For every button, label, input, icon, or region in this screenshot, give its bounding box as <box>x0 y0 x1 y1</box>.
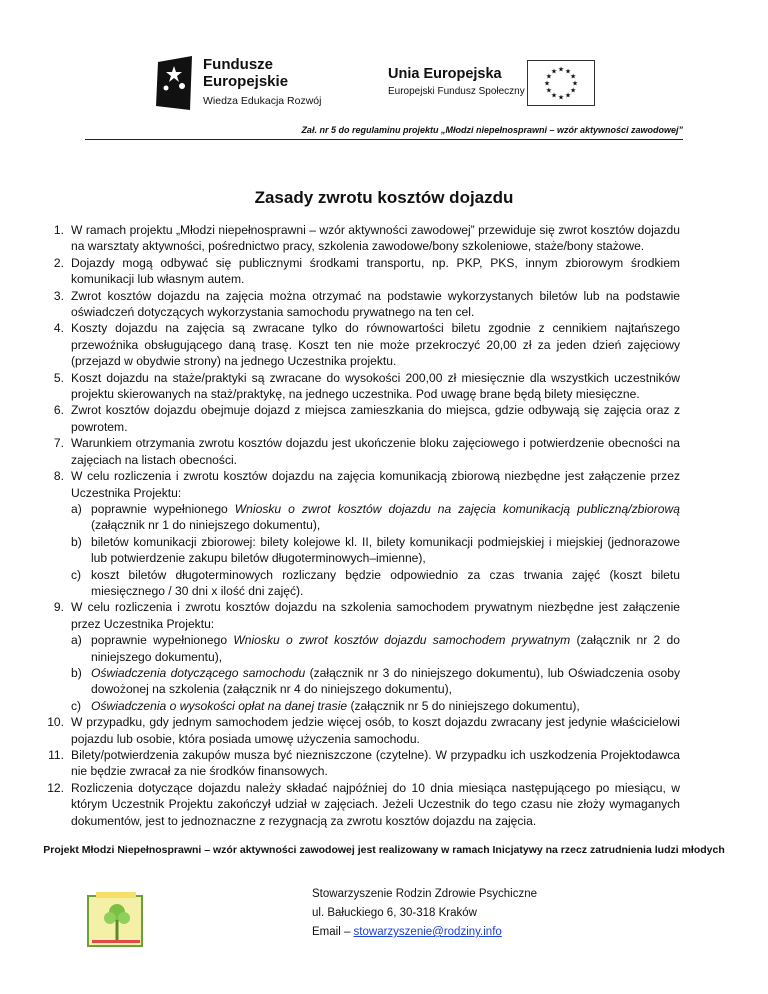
rule-body <box>71 747 680 780</box>
rule-text: Dojazdy mogą odbywać się publicznymi środkami transportu, np. PKP, PKS, innym zbiorowym środkiem komunikacji lub własnym autem. <box>71 255 680 287</box>
rule-number: 5. <box>53 370 64 385</box>
rule-body <box>71 714 680 747</box>
subitem-letter: c) <box>71 698 82 713</box>
rule-text: Zwrot kosztów dojazdu na zajęcia można otrzymać na podstawie wykorzystanych biletów lub na podstawie oświadczeń dotyczących wykorzystania samochodu prywatnego na ten cel. <box>71 288 680 320</box>
rule-text: W ramach projektu „Młodzi niepełnosprawni – wzór aktywności zawodowej” przewiduje się zwrot kosztów dojazdu na warsztaty aktywności, pośrednictwo pracy, szkolenia zawodowe/bony szkoleniowe, staże/bony stażowe. <box>71 223 680 254</box>
fe-logo-mark-icon <box>152 52 196 114</box>
subitem-post: (załącznik nr 5 do niniejszego dokumentu), <box>347 698 580 713</box>
fe-logo-text <box>203 56 288 90</box>
ue-logo-subtitle: Europejski Fundusz Społeczny <box>388 86 525 97</box>
rule-body <box>71 222 680 255</box>
subitem-post: (załącznik nr 1 do niniejszego dokumentu), <box>91 518 321 533</box>
subitem-pre: poprawnie wypełnionego <box>91 633 234 648</box>
rule-body <box>71 468 680 599</box>
rule-subitem <box>71 567 680 600</box>
eu-star-icon: ★ <box>545 86 553 95</box>
subitem-letter: a) <box>71 633 82 648</box>
attachment-note: Zał. nr 5 do regulaminu projektu „Młodzi niepełnosprawni – wzór aktywności zawodowej” <box>301 125 683 135</box>
rule-text: Bilety/potwierdzenia zakupów musza być niezniszczone (czytelne). W przypadku ich uszkodzenia Projektodawca nie będzie zwracał za nie środków finansowych. <box>71 748 680 779</box>
subitem-text <box>91 501 680 534</box>
eu-star-icon: ★ <box>545 72 553 81</box>
footer-org: Stowarzyszenie Rodzin Zdrowie Psychiczne <box>312 888 537 900</box>
subitem-post: (załącznik nr 2 do niniejszego dokumentu), <box>91 633 680 664</box>
partner-logo-icon <box>86 890 148 952</box>
rule-number: 11. <box>48 748 64 762</box>
rule-item <box>30 599 680 714</box>
rule-item <box>30 468 680 599</box>
rule-body <box>71 402 680 435</box>
rule-item <box>30 402 680 435</box>
subitem-letter: c) <box>71 567 82 582</box>
rule-body <box>71 370 680 403</box>
rule-item <box>30 435 680 468</box>
rule-item <box>30 288 680 321</box>
eu-star-icon: ★ <box>557 65 565 74</box>
rules-list <box>30 222 680 829</box>
rule-body <box>71 435 680 468</box>
rule-text: W przypadku, gdy jednym samochodem jedzie więcej osób, to koszt dojazdu zwracany jest jedynie właścicielowi pojazdu lub osobie, która posiada umowę użyczenia samochodu. <box>71 715 680 746</box>
subitem-letter: b) <box>71 534 82 549</box>
subitem-it: Wniosku o zwrot kosztów dojazdu na zajęcia komunikacją publiczną/zbiorową <box>234 501 680 516</box>
fe-logo-line2: Europejskie <box>203 73 289 90</box>
rule-number: 7. <box>53 436 64 451</box>
rule-item <box>30 222 680 255</box>
subitem-text <box>91 698 680 714</box>
rule-subitem <box>71 534 680 567</box>
rule-number: 12. <box>47 780 64 795</box>
subitem-text <box>91 665 680 698</box>
rule-body <box>71 288 680 321</box>
eu-star-icon: ★ <box>543 79 551 88</box>
rule-number: 3. <box>53 288 64 303</box>
eu-star-icon: ★ <box>564 91 572 100</box>
eu-star-icon: ★ <box>571 79 579 88</box>
rule-text: Koszty dojazdu na zajęcia są zwracane tylko do równowartości biletu zgodnie z cennikiem najtańszego przewoźnika obsługującego daną trasę. Koszt ten nie może przekroczyć 20,00 zł za jeden dzień zajęciowy (przejazd w obydwie strony) na jednego Uczestnika projektu. <box>71 321 680 369</box>
subitem-letter: b) <box>71 665 82 680</box>
eu-star-icon: ★ <box>569 86 577 95</box>
rule-subitem <box>71 501 680 534</box>
rule-text: Zwrot kosztów dojazdu obejmuje dojazd z miejsca zamieszkania do miejsca, gdzie odbywają się zajęcia oraz z powrotem. <box>71 403 680 434</box>
ue-logo-title: Unia Europejska <box>388 66 502 82</box>
subitem-letter: a) <box>71 501 82 516</box>
rule-text: W celu rozliczenia i zwrotu kosztów dojazdu na zajęcia komunikacją zbiorową niezbędne jest załączenie przez Uczestnika Projektu: <box>71 469 680 500</box>
rule-body <box>71 320 680 369</box>
rule-subitem <box>71 632 680 665</box>
rule-item <box>30 780 680 829</box>
document-title: Zasady zwrotu kosztów dojazdu <box>254 188 514 207</box>
footer-project-line: Projekt Młodzi Niepełnosprawni – wzór aktywności zawodowej jest realizowany w ramach Inicjatywy na rzecz zatrudnienia ludzi młodych <box>43 844 725 856</box>
rule-number: 2. <box>53 255 64 270</box>
rule-body <box>71 599 680 714</box>
rule-subitem <box>71 698 680 714</box>
rule-number: 4. <box>53 321 64 336</box>
rule-number: 9. <box>53 600 64 615</box>
subitem-pre: poprawnie wypełnionego <box>91 501 235 516</box>
rule-number: 6. <box>53 403 64 418</box>
eu-star-icon: ★ <box>564 67 572 76</box>
subitem-it: Oświadczenia o wysokości opłat na danej trasie <box>91 698 348 713</box>
eu-flag-icon <box>527 60 595 106</box>
subitem-text <box>91 567 680 600</box>
subitem-post: (załącznik nr 3 do niniejszego dokumentu), lub Oświadczenia osoby dowożonej na szkolenia (załącznik nr 4 do niniejszego dokumentu), <box>91 665 680 697</box>
fundusze-europejskie-logo <box>152 52 322 114</box>
header-divider <box>85 139 683 140</box>
rule-number: 8. <box>53 469 64 484</box>
subitem-pre: biletów komunikacji zbiorowej: bilety kolejowe kl. II, bilety komunikacji podmiejskiej i miejskiej (jednorazowe lub potwierdzenie zakupu biletów długoterminowych–imienne), <box>91 534 680 566</box>
rule-item <box>30 714 680 747</box>
footer-address <box>312 885 537 942</box>
subitem-text <box>91 632 680 665</box>
eu-star-icon: ★ <box>550 67 558 76</box>
rule-number: 1. <box>53 223 64 237</box>
eu-star-icon: ★ <box>557 93 565 102</box>
subitem-pre: koszt biletów długoterminowych rozliczany będzie odpowiednio za czas trwania zajęć (koszt biletu miesięcznego / 30 dni x ilość dni zajęć). <box>91 567 680 598</box>
rule-text: Warunkiem otrzymania zwrotu kosztów dojazdu jest ukończenie bloku zajęciowego i potwierdzenie obecności na zajęciach na listach obecności. <box>71 436 680 467</box>
subitem-it: Oświadczenia dotyczącego samochodu <box>91 665 306 680</box>
subitem-text <box>91 534 680 567</box>
fe-logo-subtitle: Wiedza Edukacja Rozwój <box>203 95 322 107</box>
rule-subitem <box>71 665 680 698</box>
footer-email-label: Email – <box>312 926 354 938</box>
ue-logo <box>388 66 525 97</box>
eu-star-icon: ★ <box>569 72 577 81</box>
rule-text: Rozliczenia dotyczące dojazdu należy składać najpóźniej do 10 dnia miesiąca następującego po miesiącu, w którym Uczestnik Projektu zakończył udział w zajęciach. Jeżeli Uczestnik do tego czasu nie złoży wymaganych dokumentów, jest to jednoznaczne z rezygnacją za zwrotu kosztów dojazdu na zajęcia. <box>71 780 680 828</box>
rule-item <box>30 255 680 288</box>
footer-email-line <box>312 923 537 942</box>
subitem-it: Wniosku o zwrot kosztów dojazdu samochodem prywatnym <box>233 633 571 648</box>
rule-number: 10. <box>47 715 64 730</box>
rule-body <box>71 780 680 829</box>
rule-item <box>30 320 680 369</box>
rule-item <box>30 747 680 780</box>
fe-logo-line1: Fundusze <box>203 56 273 73</box>
rule-text: W celu rozliczenia i zwrotu kosztów dojazdu na szkolenia samochodem prywatnym niezbędne jest załączenie przez Uczestnika Projektu: <box>71 600 680 631</box>
footer-email-link[interactable]: stowarzyszenie@rodziny.info <box>353 926 502 938</box>
rule-item <box>30 370 680 403</box>
eu-star-icon: ★ <box>550 91 558 100</box>
footer-street: ul. Bałuckiego 6, 30-318 Kraków <box>312 907 477 919</box>
rule-text: Koszt dojazdu na staże/praktyki są zwracane do wysokości 200,00 zł miesięcznie dla wszystkich uczestników projektu skierowanych na staż/praktykę, na jednego uczestnika. Pod uwagę brane będą bilety miesięczne. <box>71 370 680 402</box>
rule-body <box>71 255 680 288</box>
